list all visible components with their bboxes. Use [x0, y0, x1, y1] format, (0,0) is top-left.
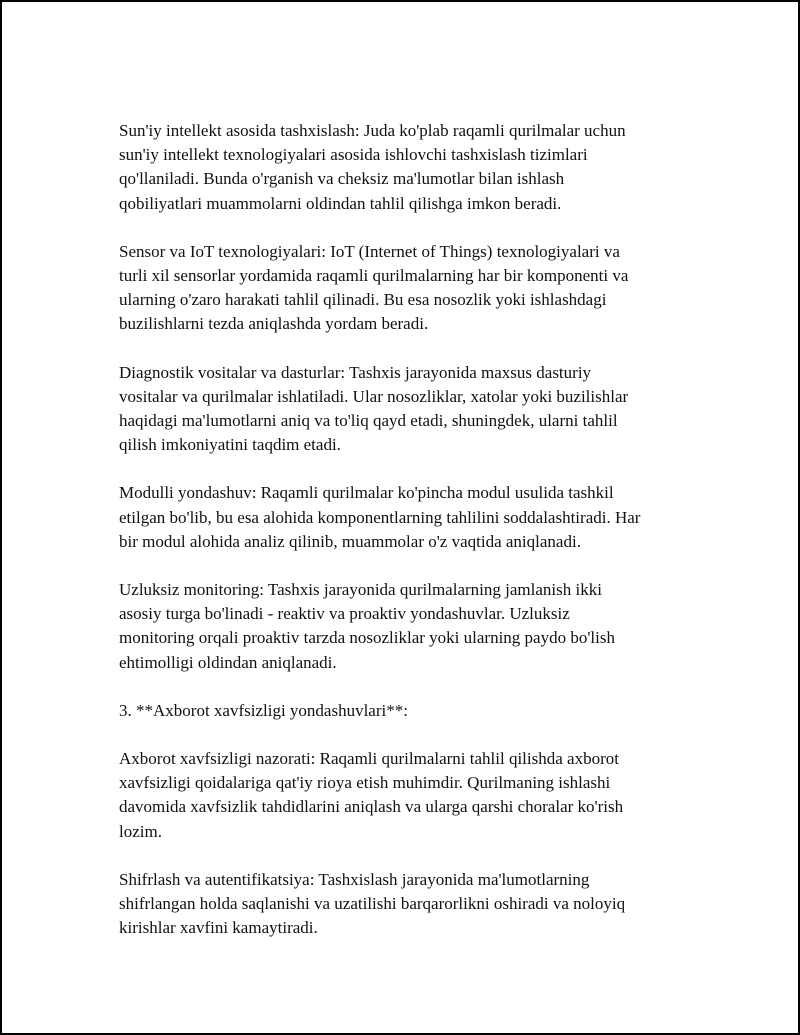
text-line: lozim.	[119, 821, 162, 841]
text-line: qo'llaniladi. Bunda o'rganish va cheksiz ma'lumotlar bilan ishlash	[119, 169, 565, 189]
section-heading-axborot-xavfsizligi	[119, 699, 695, 723]
paragraph-uzluksiz-monitoring	[119, 578, 695, 675]
paragraph-suniy-intellekt	[119, 119, 695, 216]
paragraph-shifrlash	[119, 868, 695, 941]
text-line: qilish imkoniyatini taqdim etadi.	[119, 435, 341, 455]
text-line: davomida xavfsizlik tahdidlarini aniqlash va ularga qarshi choralar ko'rish	[119, 797, 624, 817]
text-line: bir modul alohida analiz qilinib, muammolar o'z vaqtida aniqlanadi.	[119, 531, 581, 551]
text-line: xavfsizligi qoidalariga qat'iy rioya etish muhimdir. Qurilmaning ishlashi	[119, 773, 611, 793]
text-line: kirishlar xavfini kamaytiradi.	[119, 918, 318, 938]
paragraph-axborot-nazorati	[119, 747, 695, 844]
paragraph-sensor-iot	[119, 240, 695, 337]
text-line: monitoring orqali proaktiv tarzda nosozliklar yoki ularning paydo bo'lish	[119, 628, 615, 648]
text-line: sun'iy intellekt texnologiyalari asosida ishlovchi tashxislash tizimlari	[119, 145, 588, 165]
text-line: Sun'iy intellekt asosida tashxislash: Juda ko'plab raqamli qurilmalar uchun	[119, 121, 626, 140]
text-line: turli xil sensorlar yordamida raqamli qurilmalarning har bir komponenti va	[119, 266, 629, 286]
text-line: etilgan bo'lib, bu esa alohida komponentlarning tahlilini soddalashtiradi. Har	[119, 507, 641, 527]
paragraph-modulli-yondashuv	[119, 481, 695, 554]
text-line: qobiliyatlari muammolarni oldindan tahlil qilishga imkon beradi.	[119, 193, 562, 213]
text-line: vositalar va qurilmalar ishlatiladi. Ular nosozliklar, xatolar yoki buzilishlar	[119, 386, 629, 406]
paragraph-diagnostik-vositalar	[119, 361, 695, 458]
text-line: 3. **Axborot xavfsizligi yondashuvlari**:	[119, 700, 408, 720]
text-line: ularning o'zaro harakati tahlil qilinadi. Bu esa nosozlik yoki ishlashdagi	[119, 290, 607, 310]
text-line: Sensor va IoT texnologiyalari: IoT (Internet of Things) texnologiyalari va	[119, 241, 620, 261]
text-line: Diagnostik vositalar va dasturlar: Tashxis jarayonida maxsus dasturiy	[119, 362, 592, 382]
text-line: asosiy turga bo'linadi - reaktiv va proaktiv yondashuvlar. Uzluksiz	[119, 604, 570, 624]
document-body	[119, 119, 695, 964]
text-line: haqidagi ma'lumotlarni aniq va to'liq qayd etadi, shuningdek, ularni tahlil	[119, 411, 618, 431]
text-line: Shifrlash va autentifikatsiya: Tashxislash jarayonida ma'lumotlarning	[119, 869, 590, 889]
text-line: Uzluksiz monitoring: Tashxis jarayonida qurilmalarning jamlanish ikki	[119, 580, 602, 600]
text-line: shifrlangan holda saqlanishi va uzatilishi barqarorlikni oshiradi va noloyiq	[119, 894, 626, 914]
text-line: Modulli yondashuv: Raqamli qurilmalar ko'pincha modul usulida tashkil	[119, 483, 614, 503]
text-line: buzilishlarni tezda aniqlashda yordam beradi.	[119, 314, 429, 334]
text-line: Axborot xavfsizligi nazorati: Raqamli qurilmalarni tahlil qilishda axborot	[119, 749, 619, 769]
text-line: ehtimolligi oldindan aniqlanadi.	[119, 652, 337, 672]
